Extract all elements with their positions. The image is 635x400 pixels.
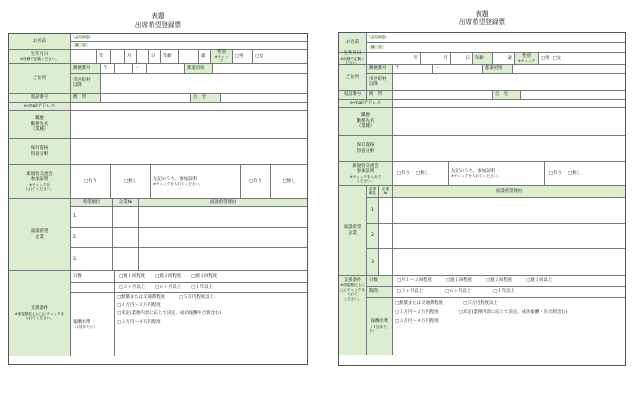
pay-title: 報酬水準: [73, 319, 91, 325]
pay-option-2[interactable]: □５万円程度以上: [179, 295, 214, 300]
furigana-field[interactable]: [71, 34, 307, 42]
pref-field[interactable]: [513, 65, 625, 73]
home-label: 自 宅: [191, 94, 221, 102]
year-label: 年: [97, 50, 111, 63]
pay-option-1[interactable]: □無償または交通費程度: [395, 301, 444, 306]
company-no-3[interactable]: [379, 249, 393, 275]
postal-dash: －: [133, 64, 147, 73]
birth-note: ※西暦で記載ください。: [340, 56, 365, 66]
day-label: 日: [451, 53, 473, 64]
event-yes-checkbox[interactable]: □有り: [397, 170, 410, 176]
pay-option-4[interactable]: □未定(業務内容に応じて決定、成功報酬や合算含む): [117, 311, 222, 317]
furigana-label: ふりがな: [371, 35, 386, 40]
address-label: ご住所: [9, 64, 71, 93]
left-event-note: ※チェックを入れてください。: [153, 181, 203, 186]
support-label: [9, 271, 71, 356]
event-title: 新規役交流会 参加証明: [26, 171, 53, 183]
priority-header: 希望 順位: [367, 186, 379, 197]
birth-title: 生年月日: [30, 51, 49, 57]
days-option-2[interactable]: □週２回程度: [155, 273, 182, 279]
gender-label: [211, 50, 233, 63]
city-field[interactable]: [393, 74, 625, 90]
period-option-2[interactable]: □６ヶ月以上: [155, 284, 182, 290]
pay-option-2[interactable]: □５万円程度以上: [463, 301, 498, 306]
postal-label: 郵便番号: [71, 64, 101, 73]
pay-note: （１回あたり）: [369, 324, 387, 334]
company-no-header: 企業№: [113, 199, 139, 206]
postal-field-1[interactable]: [115, 64, 133, 73]
company-label: 面談希望 企業: [339, 186, 367, 275]
event-label: [339, 162, 393, 185]
email-field[interactable]: [393, 100, 625, 107]
reason-1[interactable]: [139, 207, 307, 227]
period-cell: [71, 283, 115, 292]
birth-day-field[interactable]: [137, 50, 149, 63]
birth-label: [9, 50, 71, 63]
age-label: 年齢: [473, 53, 493, 64]
pay-option-4[interactable]: □未定(業務内容に応じて決定、成功報酬・歩合制含む): [458, 310, 568, 316]
birth-row: [339, 53, 625, 65]
furigana-label: ふりがな: [75, 35, 90, 40]
left-event-label: [449, 162, 545, 185]
pay-option-3[interactable]: □１万円～２万円程度: [395, 310, 439, 316]
priority-1: 1: [367, 198, 379, 223]
qual-field[interactable]: [71, 139, 307, 164]
job-label: 職歴 勤務先名 （業種）: [339, 108, 393, 135]
reason-1[interactable]: [393, 198, 625, 223]
email-row: [339, 100, 625, 108]
days-label: 日数: [71, 271, 115, 282]
form-title: 表題: [475, 10, 489, 18]
company-no-3[interactable]: [113, 248, 139, 270]
age-field[interactable]: [179, 50, 199, 63]
birth-title: 生年月日: [343, 51, 362, 57]
left-event-label: [151, 165, 241, 198]
support-note: ※面接順位上に□にチェックを 入れてください。: [14, 311, 65, 321]
event-row: [9, 165, 307, 199]
left-event-yes-checkbox[interactable]: □有り: [241, 165, 271, 198]
company-label: 面談希望 企業: [9, 199, 71, 270]
pay-title: 報酬水準: [370, 319, 389, 325]
pay-option-3[interactable]: □１万円～２万円程度: [117, 303, 161, 309]
furigana-field[interactable]: [367, 33, 625, 43]
home-field[interactable]: [221, 94, 307, 102]
left-event-no-checkbox[interactable]: □無し: [567, 170, 581, 176]
days-option-1[interactable]: □月１～２回程度: [397, 278, 432, 284]
gender-label: [515, 53, 539, 64]
gender-note: ※チェック: [214, 54, 229, 64]
phone-label: 電話番号: [9, 94, 71, 102]
days-option-2[interactable]: □週１回程度: [445, 278, 472, 284]
year-label: 年: [367, 53, 421, 64]
phone-row: [339, 91, 625, 100]
age-unit: 歳: [199, 50, 211, 63]
postal-mark: 〒: [393, 65, 433, 73]
support-title: 支援条件: [30, 306, 49, 312]
pay-option-1[interactable]: □無償または交通費程度: [117, 295, 166, 300]
period-option-3[interactable]: □１年以上: [493, 289, 515, 295]
priority-3: 3: [367, 249, 379, 275]
city-label: 市区町村 以降: [367, 74, 393, 90]
pay-option-5[interactable]: □３万円～４万円程度: [117, 319, 161, 325]
event-title: 新規役交流会 参加証明: [352, 163, 379, 175]
form-subtitle: 出席希望登録票: [458, 18, 506, 26]
support-note: ※面接順位上に□にチェックを 入れて ください。: [340, 283, 365, 301]
period-option-1[interactable]: □３ヶ月以上: [397, 289, 424, 295]
qual-label: 保有資格 得意分野: [9, 139, 71, 164]
gender-title: 性別: [522, 53, 531, 59]
address-row: [339, 65, 625, 91]
gender-title: 性別: [217, 49, 226, 55]
gender-female-checkbox[interactable]: □女: [552, 55, 562, 61]
kanji-label: 漢 字: [371, 45, 382, 50]
days-option-3[interactable]: □週２回程度: [486, 278, 513, 284]
company-no-1[interactable]: [379, 198, 393, 223]
company-row: [339, 186, 625, 276]
gender-male-checkbox[interactable]: □男: [233, 50, 253, 63]
reason-header: 面談希望理由: [209, 199, 237, 205]
form-table: [8, 33, 308, 365]
name-label: お名前: [339, 33, 367, 52]
kanji-field[interactable]: [367, 43, 625, 52]
company-no-header: 企業 №: [379, 186, 393, 197]
support-row: [9, 271, 307, 356]
qual-label: 保有資格 得意分野: [339, 136, 393, 161]
form-table: [338, 32, 626, 366]
support-label: [339, 276, 367, 355]
event-no-checkbox[interactable]: □無し: [415, 170, 429, 176]
priority-2: 2: [367, 224, 379, 249]
birth-label: [339, 53, 367, 64]
mobile-field[interactable]: [393, 91, 493, 99]
mobile-label: 携 帯: [71, 94, 101, 102]
qual-row: [9, 139, 307, 165]
form-title: 表題: [151, 12, 165, 20]
days-option-1[interactable]: □週１回程度: [119, 273, 146, 279]
days-option-3[interactable]: □週３回程度: [191, 273, 218, 279]
job-row: [339, 108, 625, 136]
name-row: [339, 33, 625, 53]
right-form: [338, 10, 626, 366]
postal-field-2[interactable]: [147, 64, 185, 73]
reason-3[interactable]: [393, 249, 625, 275]
event-note: ※チェックを入れて ください。: [349, 174, 382, 183]
city-label: 市区町村 以降: [71, 74, 101, 93]
event-no-checkbox[interactable]: □無し: [111, 165, 151, 198]
period-option-3[interactable]: □１年以上: [191, 284, 213, 290]
birth-month-field[interactable]: [111, 50, 125, 63]
left-event-yes-checkbox[interactable]: □有り: [549, 170, 562, 176]
email-field[interactable]: [71, 103, 307, 110]
month-label: 月: [125, 50, 137, 63]
pref-label: 都道府県: [185, 64, 213, 73]
left-form: [8, 8, 308, 370]
reason-2[interactable]: [139, 228, 307, 248]
qual-row: [339, 136, 625, 162]
company-row: [9, 199, 307, 271]
postal-mark: 〒: [101, 64, 115, 73]
kanji-field[interactable]: [71, 42, 307, 49]
mobile-label: 携 帯: [367, 91, 393, 99]
reason-2[interactable]: [393, 224, 625, 249]
postal-dash: －: [433, 65, 483, 73]
event-label: [9, 165, 71, 198]
name-row: [9, 34, 307, 50]
home-label: 自 宅: [493, 91, 521, 99]
birth-row: [9, 50, 307, 64]
support-title: 支援条件: [343, 278, 362, 283]
gender-female-checkbox[interactable]: □女: [255, 53, 264, 59]
job-field[interactable]: [71, 111, 307, 138]
birth-note: ※西暦で記載ください。: [20, 57, 59, 61]
job-label: 職歴 勤務先名 （業種）: [9, 111, 71, 138]
age-label: 年齢: [161, 50, 179, 63]
phone-label: 電話番号: [339, 91, 367, 99]
days-label: 日数: [367, 276, 393, 286]
left-event-title: 左記のうち、参加証明: [153, 176, 197, 182]
priority-header: 希望順位: [71, 199, 113, 206]
day-label: 日: [149, 50, 161, 63]
mobile-field[interactable]: [101, 94, 191, 102]
priority-3: 3.: [71, 248, 113, 270]
pay-label: [367, 298, 393, 355]
period-option-1[interactable]: □３ヶ月以上: [119, 284, 146, 290]
left-event-note: ※チェックを入れてください。: [451, 173, 501, 178]
days-option-4[interactable]: □週３回以上: [526, 278, 553, 284]
reason-header: 面談希望理由: [495, 188, 523, 194]
event-row: [339, 162, 625, 186]
support-row: [339, 276, 625, 355]
company-no-2[interactable]: [379, 224, 393, 249]
priority-1: 1.: [71, 207, 113, 227]
pref-label: 都道府県: [483, 65, 513, 73]
email-label: e-mailアドレス: [9, 103, 71, 110]
event-yes-checkbox[interactable]: □有り: [71, 165, 111, 198]
qual-field[interactable]: [393, 136, 625, 161]
gender-note: ※チェック: [517, 58, 536, 63]
left-event-title: 左記のうち、参加証明: [451, 168, 495, 174]
pay-note: （1回あたり）: [73, 324, 97, 329]
month-label: 月: [421, 53, 451, 64]
email-label: e-mailアドレス: [339, 100, 393, 107]
postal-label: 郵便番号: [367, 65, 393, 73]
company-no-2[interactable]: [113, 228, 139, 248]
birth-year-field[interactable]: [71, 50, 97, 63]
email-row: [9, 103, 307, 111]
pref-field[interactable]: [213, 64, 307, 73]
name-label: お名前: [9, 34, 71, 49]
reason-3[interactable]: [139, 248, 307, 270]
pay-option-5[interactable]: □３万円～４万円程度: [395, 319, 439, 325]
period-option-2[interactable]: □６ヶ月以上: [445, 289, 472, 295]
left-event-no-checkbox[interactable]: □無し: [282, 178, 296, 184]
company-no-1[interactable]: [113, 207, 139, 227]
kanji-label: 漢 字: [75, 43, 86, 48]
city-field[interactable]: [101, 74, 307, 93]
phone-row: [9, 94, 307, 103]
event-note: ※チェックを 入れてください。: [25, 182, 54, 191]
home-field[interactable]: [521, 91, 625, 99]
age-unit: 歳: [493, 53, 515, 64]
gender-male-checkbox[interactable]: □男: [541, 55, 550, 61]
address-label: ご住所: [339, 65, 367, 90]
address-row: [9, 64, 307, 94]
priority-2: 2.: [71, 228, 113, 248]
form-subtitle: 出席希望登録票: [134, 21, 182, 29]
job-field[interactable]: [393, 108, 625, 135]
job-row: [9, 111, 307, 139]
pay-label: [71, 293, 115, 356]
period-label: 期間: [367, 287, 393, 297]
